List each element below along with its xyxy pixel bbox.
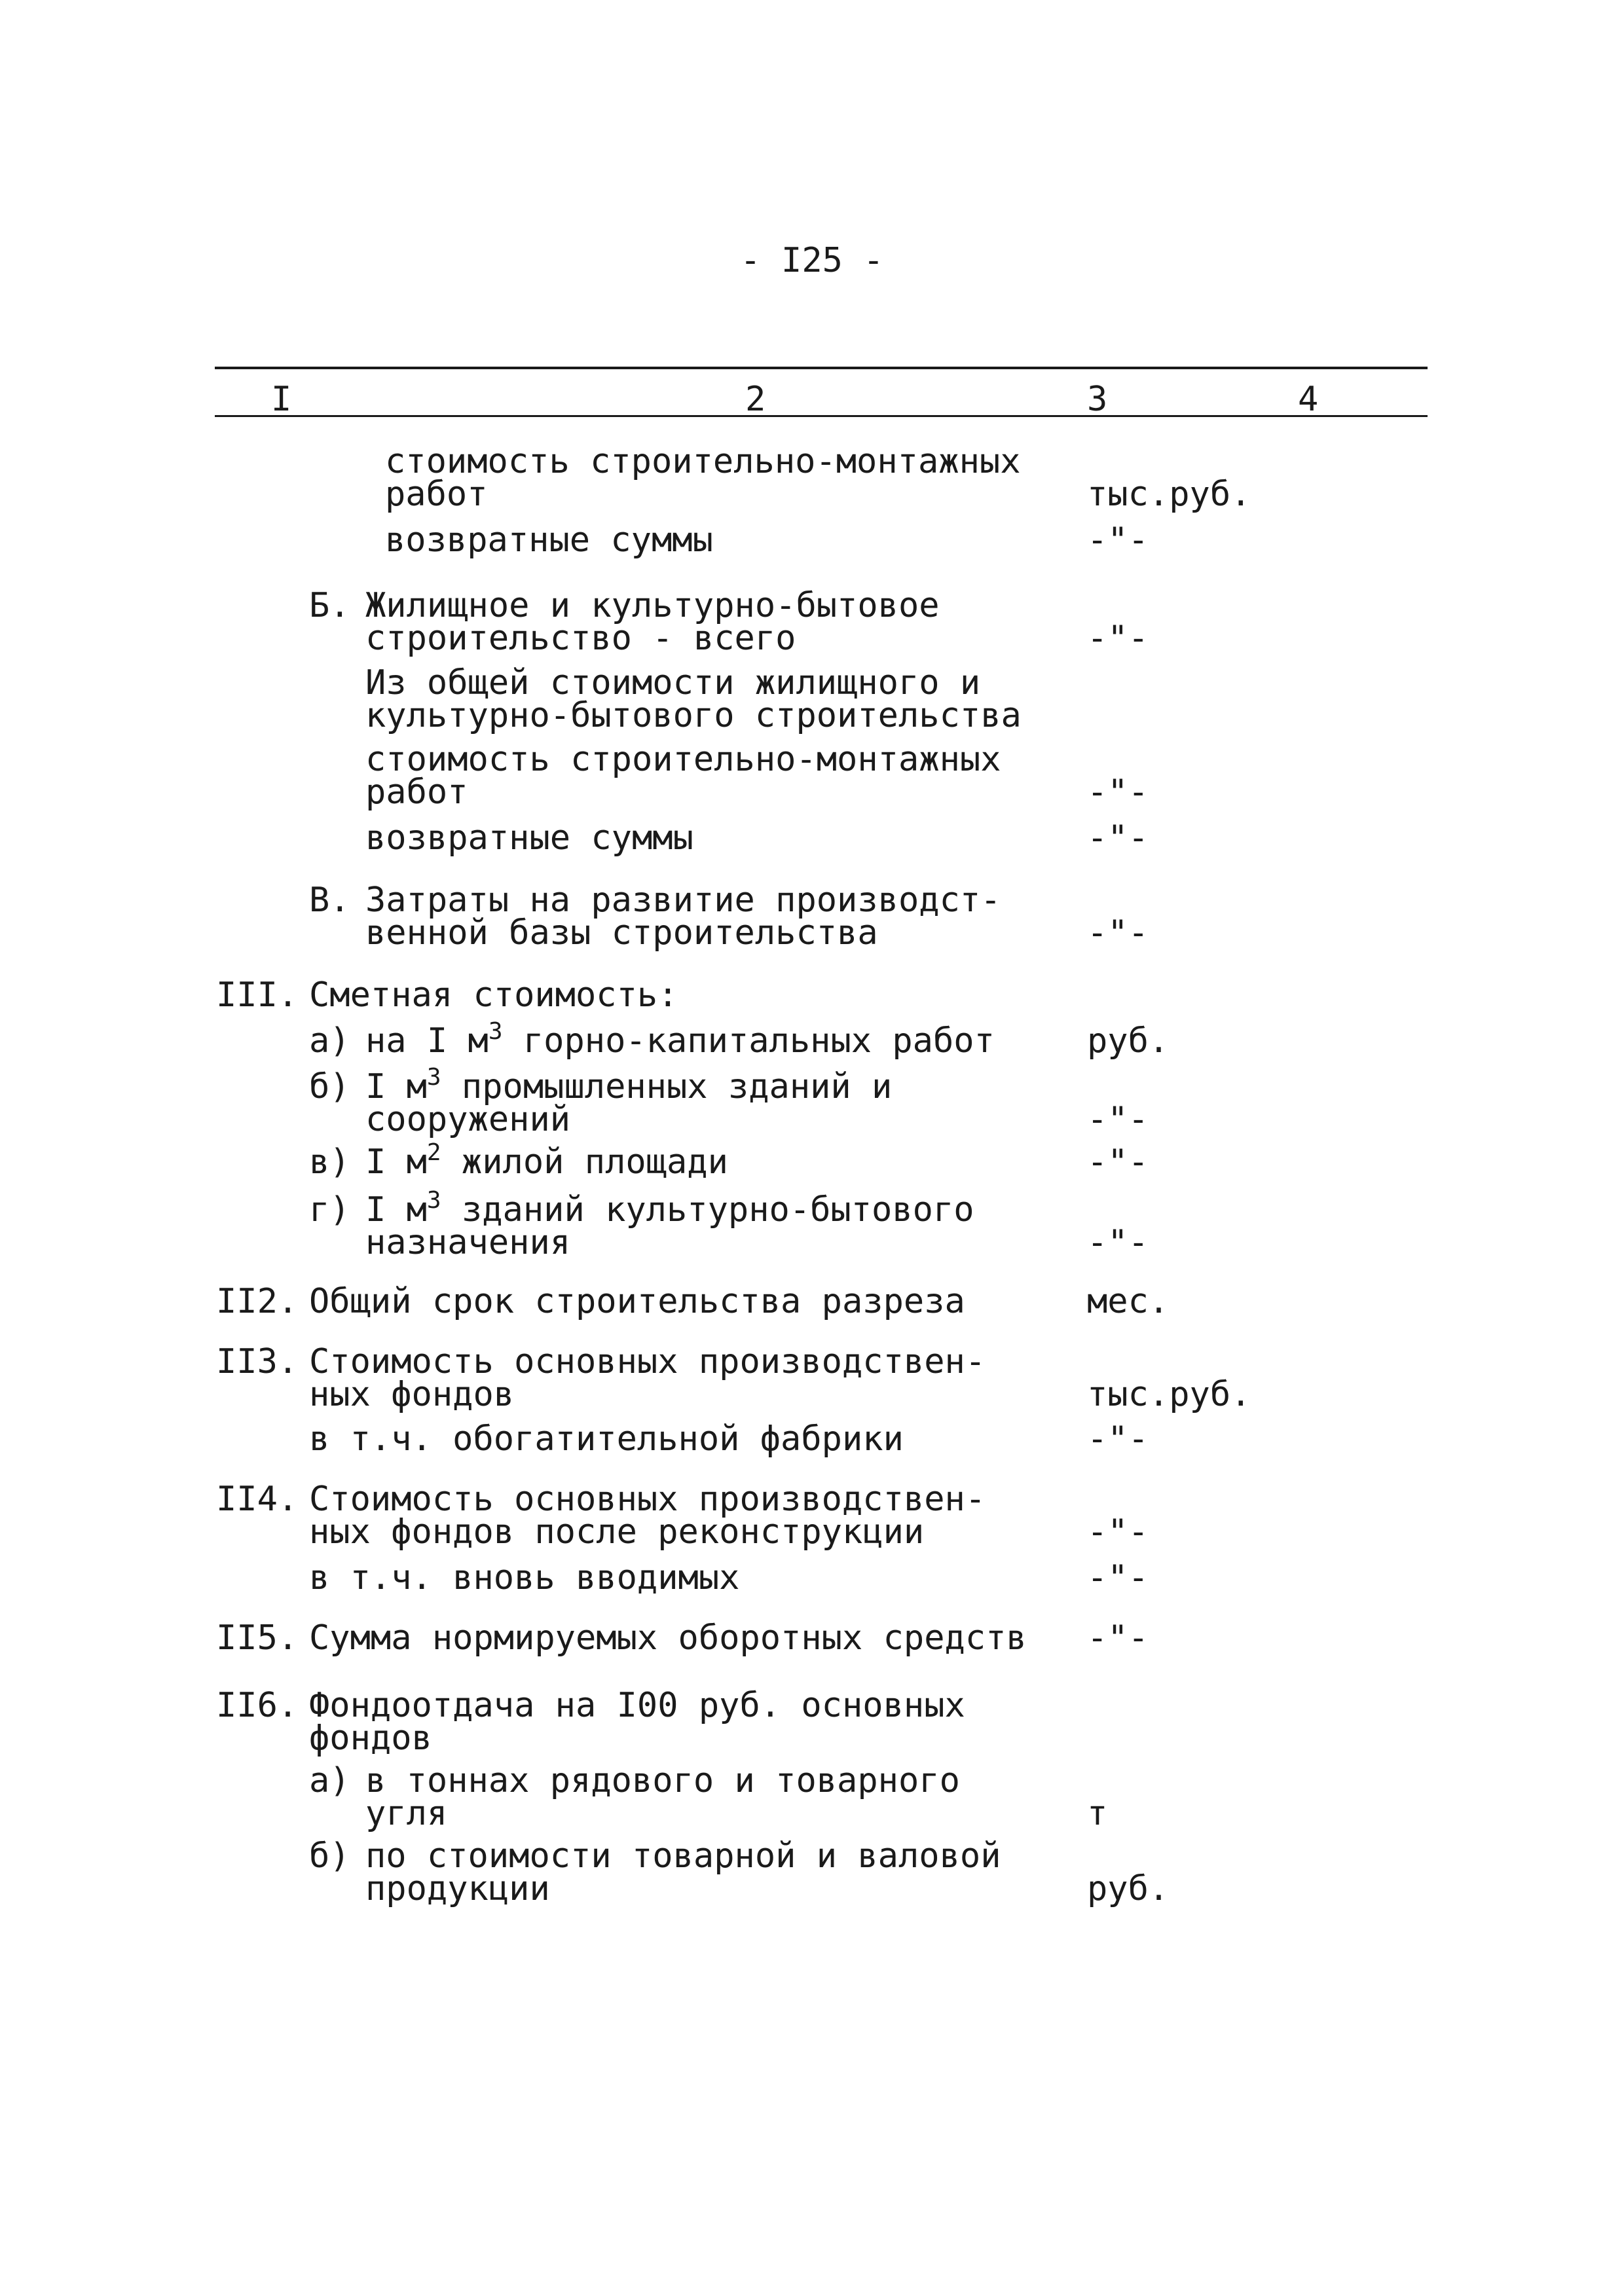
row-text: сооружений bbox=[365, 1100, 571, 1139]
row-unit: -"- bbox=[1087, 1100, 1149, 1139]
row-unit: -"- bbox=[1087, 1558, 1149, 1597]
row-marker: а) bbox=[309, 1761, 350, 1800]
row-text: Фондоотдача на I00 руб. основных bbox=[309, 1686, 965, 1725]
row-unit: -"- bbox=[1087, 773, 1149, 812]
superscript: 3 bbox=[488, 1018, 503, 1045]
table-header-rule bbox=[215, 415, 1428, 417]
superscript: 3 bbox=[426, 1064, 441, 1091]
row-text: возвратные суммы bbox=[365, 818, 693, 858]
row-text: ных фондов после реконструкции bbox=[309, 1512, 925, 1552]
row-unit: -"- bbox=[1087, 520, 1149, 560]
row-text: Из общей стоимости жилищного и bbox=[365, 663, 981, 702]
row-unit: руб. bbox=[1087, 1021, 1170, 1061]
row-unit: -"- bbox=[1087, 619, 1149, 658]
row-marker: в) bbox=[309, 1142, 350, 1182]
row-text: I $м^2$ жилой площади bbox=[365, 1139, 728, 1182]
row-number: II5. bbox=[216, 1618, 299, 1658]
row-text: в тоннах рядового и товарного bbox=[365, 1761, 960, 1800]
row-unit: -"- bbox=[1087, 913, 1149, 953]
row-text: Сумма нормируемых оборотных средств bbox=[309, 1618, 1027, 1658]
row-text: Затраты на развитие производст- bbox=[365, 881, 1001, 920]
row-text: работ bbox=[385, 475, 488, 514]
row-number: II6. bbox=[216, 1686, 299, 1725]
row-text: венной базы строительства bbox=[365, 913, 878, 953]
row-text: продукции bbox=[365, 1869, 550, 1908]
row-unit: -"- bbox=[1087, 1618, 1149, 1658]
row-text: в т.ч. обогатительной фабрики bbox=[309, 1419, 904, 1459]
row-text: работ bbox=[365, 773, 468, 812]
row-marker: б) bbox=[309, 1067, 350, 1106]
row-text: строительство - всего bbox=[365, 619, 796, 658]
row-marker: Б. bbox=[309, 586, 350, 625]
row-unit: тыс.руб. bbox=[1087, 475, 1251, 514]
row-text: назначения bbox=[365, 1223, 571, 1262]
row-text: I $м^3$ зданий культурно-бытового bbox=[365, 1187, 974, 1230]
row-text: в т.ч. вновь вводимых bbox=[309, 1558, 740, 1597]
row-number: III. bbox=[216, 975, 299, 1015]
col-header-3: 3 bbox=[1087, 380, 1108, 419]
superscript: 3 bbox=[426, 1187, 441, 1214]
row-text: Стоимость основных производствен- bbox=[309, 1342, 986, 1381]
row-unit: -"- bbox=[1087, 1512, 1149, 1552]
row-text: ных фондов bbox=[309, 1375, 515, 1414]
row-marker: б) bbox=[309, 1836, 350, 1876]
row-text: стоимость строительно-монтажных bbox=[365, 740, 1001, 779]
row-unit: т bbox=[1087, 1794, 1108, 1833]
col-header-4: 4 bbox=[1298, 380, 1319, 419]
row-unit: -"- bbox=[1087, 1142, 1149, 1182]
row-text: возвратные суммы bbox=[385, 520, 713, 560]
superscript: 2 bbox=[426, 1139, 441, 1166]
row-marker: а) bbox=[309, 1021, 350, 1061]
row-unit: -"- bbox=[1087, 1223, 1149, 1262]
row-marker: В. bbox=[309, 881, 350, 920]
row-number: II2. bbox=[216, 1282, 299, 1321]
row-text: Общий срок строительства разреза bbox=[309, 1282, 965, 1321]
col-header-2: 2 bbox=[745, 380, 766, 419]
row-text: стоимость строительно-монтажных bbox=[385, 442, 1021, 481]
row-unit: мес. bbox=[1087, 1282, 1170, 1321]
row-unit: руб. bbox=[1087, 1869, 1170, 1908]
row-unit: -"- bbox=[1087, 1419, 1149, 1459]
table-top-rule bbox=[215, 367, 1428, 369]
row-unit: тыс.руб. bbox=[1087, 1375, 1251, 1414]
row-text: Жилищное и культурно-бытовое bbox=[365, 586, 940, 625]
page-number: - I25 - bbox=[740, 241, 884, 280]
row-marker: г) bbox=[309, 1190, 350, 1230]
row-number: II4. bbox=[216, 1480, 299, 1519]
row-text: культурно-бытового строительства bbox=[365, 696, 1022, 735]
row-text: Стоимость основных производствен- bbox=[309, 1480, 986, 1519]
row-text: фондов bbox=[309, 1719, 432, 1758]
row-text: угля bbox=[365, 1794, 448, 1833]
row-text: Сметная стоимость: bbox=[309, 975, 678, 1015]
row-unit: -"- bbox=[1087, 818, 1149, 858]
row-text: по стоимости товарной и валовой bbox=[365, 1836, 1001, 1876]
row-number: II3. bbox=[216, 1342, 299, 1381]
row-text: I $м^3$ промышленных зданий и bbox=[365, 1064, 893, 1106]
row-text: на I $м^3$ горно-капитальных работ bbox=[365, 1018, 995, 1061]
col-header-1: I bbox=[271, 380, 292, 419]
